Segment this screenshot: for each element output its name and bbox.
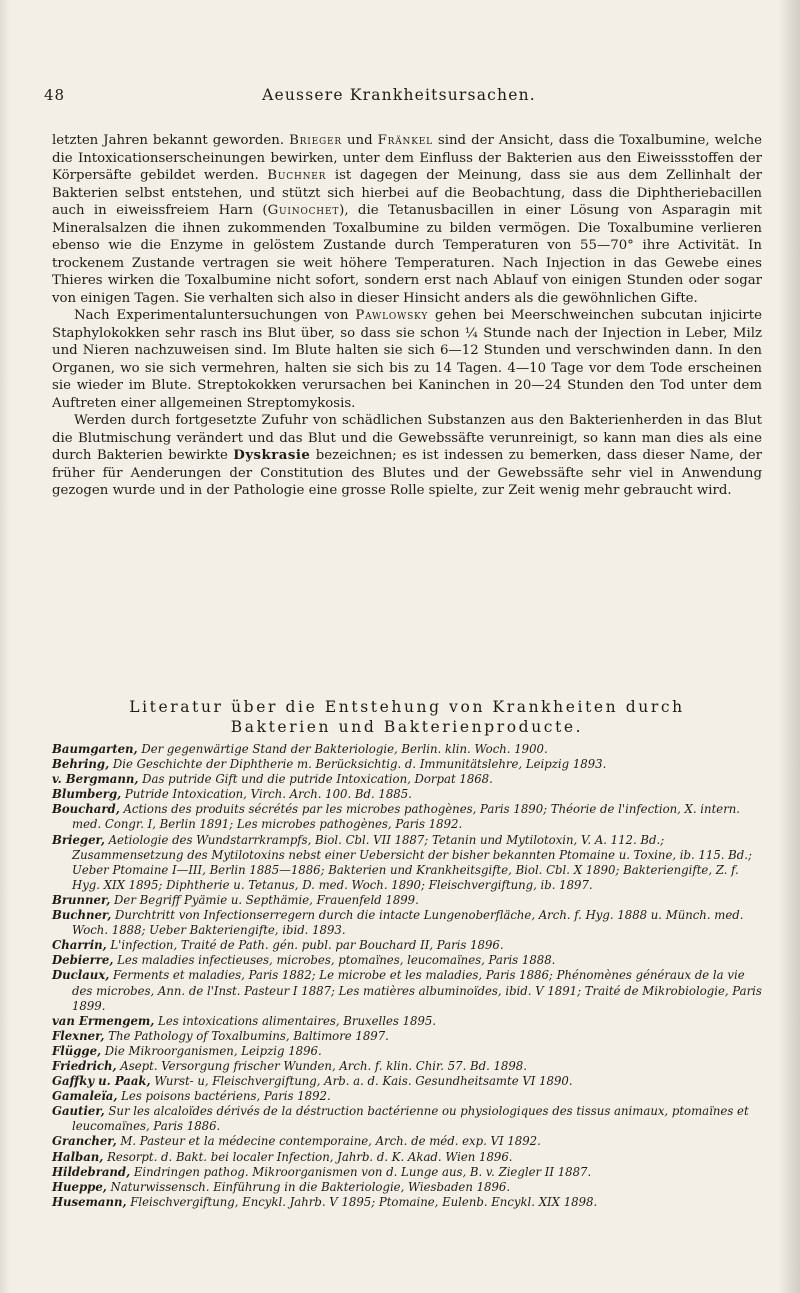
reference-author: Duclaux, xyxy=(52,968,110,983)
literature-heading xyxy=(52,697,762,737)
page-gutter-shade xyxy=(0,0,10,1293)
reference-author: Blumberg, xyxy=(52,787,122,802)
reference-author: Gamaleïa, xyxy=(52,1089,118,1104)
reference-author: v. Bergmann, xyxy=(52,772,139,787)
running-head: Aeussere Krankheitsursachen. xyxy=(262,86,536,104)
paragraph xyxy=(52,132,762,307)
reference-text: Aetiologie des Wundstarrkrampfs, Biol. Cbl. VII 1887; Tetanin und Mytilotoxin, V. A. 112. Bd.; Zusammensetzung des Mytilotoxins nebst einer Uebersicht der bisher bekannten Ptomaine u. Toxine, ib. 115. Bd.; Ueber Ptomaine I—III, Berlin 1885—1886; Bakterien und Krankheitsgifte, Biol. Cbl. X 1890; Bakteriengifte, Z. f. Hyg. XIX 1895; Diphtherie u. Tetanus, D. med. Woch. 1890; Fleischvergiftung, ib. 1897. xyxy=(72,832,752,892)
reference-text: Resorpt. d. Bakt. bei localer Infection, Jahrb. d. K. Akad. Wien 1896. xyxy=(103,1149,513,1164)
page-number: 48 xyxy=(44,86,66,104)
reference-entry xyxy=(52,1089,764,1104)
reference-author: van Ermengem, xyxy=(52,1013,155,1028)
literature-heading-line: Bakterien und Bakterienproducte. xyxy=(230,718,584,736)
reference-author: Bouchard, xyxy=(52,802,120,817)
reference-author: Friedrich, xyxy=(52,1058,117,1073)
text-run: ), die Tetanusbacillen in einer Lösung von Asparagin mit Mineralsalzen die ihnen zukommenden Toxalbumine zu bilden vermögen. Die Toxalbumine verlieren ebenso wie die Enzyme in gelöstem Zustande durch Temperaturen von 55—70° ihre Activität. In trockenem Zustande vertragen sie weit höhere Temperaturen. Nach Injection in das Gewebe eines Thieres wirken die Toxalbumine nicht sofort, sondern erst nach Ablauf von einigen Stunden oder sogar von einigen Tagen. Sie verhalten sich also in dieser Hinsicht anders als die gewöhnlichen Gifte. xyxy=(52,203,762,306)
text-run: Werden durch fortgesetzte Zufuhr von schädlichen Substanzen aus den Bakterienherden in das Blut die Blutmischung verändert und das Blut und die Gewebssäfte verunreinigt, so kann man dies als eine durch Bakterien bewirkte xyxy=(52,413,762,463)
text-run: und xyxy=(341,133,378,148)
reference-entry xyxy=(52,1104,764,1134)
reference-text: Naturwissensch. Einführung in die Bakteriologie, Wiesbaden 1896. xyxy=(106,1179,511,1194)
reference-entry xyxy=(52,1074,764,1089)
reference-author: Baumgarten, xyxy=(52,742,138,756)
author-name: Buchner xyxy=(267,168,327,183)
reference-entry xyxy=(52,1029,764,1044)
reference-text: The Pathology of Toxalbumins, Baltimore 1897. xyxy=(104,1028,389,1043)
reference-text: Eindringen pathog. Mikroorganismen von d. Lunge aus, B. v. Ziegler II 1887. xyxy=(130,1164,592,1179)
reference-entry xyxy=(52,1044,764,1059)
text-run: bezeichnen; es ist indessen zu bemerken, dass dieser Name, der früher für Aenderungen der Constitution des Blutes und der Gewebssäfte sehr viel in Anwendung gezogen wurde und in der Pathologie eine grosse Rolle spielte, zur Zeit wenig mehr gebraucht wird. xyxy=(52,448,762,498)
reference-entry xyxy=(52,953,764,968)
reference-entry xyxy=(52,938,764,953)
paragraph xyxy=(52,412,762,500)
reference-list xyxy=(52,742,764,1210)
reference-author: Hueppe, xyxy=(52,1179,107,1194)
reference-author: Gautier, xyxy=(52,1104,105,1119)
literature-heading-line: Literatur über die Entstehung von Krankheiten durch xyxy=(129,698,685,716)
reference-text: Fleischvergiftung, Encykl. Jahrb. V 1895; Ptomaine, Eulenb. Encykl. XIX 1898. xyxy=(126,1194,598,1209)
reference-author: Charrin, xyxy=(52,938,107,953)
reference-text: M. Pasteur et la médecine contemporaine, Arch. de méd. exp. VI 1892. xyxy=(116,1134,541,1149)
paragraph xyxy=(52,307,762,412)
reference-entry xyxy=(52,833,764,893)
reference-author: Flexner, xyxy=(52,1028,105,1043)
text-run: sind der Ansicht, dass die Toxalbumine, welche die Intoxicationserscheinungen bewirken, unter dem Einfluss der Bakterien aus den Eiweissstoffen der Körpersäfte gebildet werden. xyxy=(52,133,762,183)
reference-entry xyxy=(52,968,764,1013)
author-name: Brieger xyxy=(289,133,342,148)
reference-author: Flügge, xyxy=(52,1043,102,1058)
reference-entry xyxy=(52,802,764,832)
reference-entry xyxy=(52,1150,764,1165)
author-name: Guinochet xyxy=(267,203,340,218)
body-text xyxy=(52,132,762,500)
reference-author: Grancher, xyxy=(52,1134,117,1149)
reference-entry xyxy=(52,1180,764,1195)
reference-entry xyxy=(52,893,764,908)
reference-entry xyxy=(52,1195,764,1210)
reference-entry xyxy=(52,908,764,938)
reference-entry xyxy=(52,757,764,772)
reference-author: Husemann, xyxy=(52,1194,127,1209)
reference-author: Behring, xyxy=(52,757,110,772)
reference-text: Der gegenwärtige Stand der Bakteriologie, Berlin. klin. Woch. 1900. xyxy=(137,742,548,756)
author-name: Fränkel xyxy=(377,133,433,148)
reference-text: Les maladies infectieuses, microbes, ptomaïnes, leucomaïnes, Paris 1888. xyxy=(113,953,556,968)
text-run: ist dagegen der Meinung, dass sie aus dem Zellinhalt der Bakterien selbst entstehen, und stützt sich hierbei auf die Beobachtung, dass die Diphtheriebacillen auch in eiweissfreiem Harn ( xyxy=(52,168,762,218)
author-name: Pawlowsky xyxy=(355,308,429,323)
reference-author: Debierre, xyxy=(52,953,114,968)
reference-text: Der Begriff Pyämie u. Septhämie, Frauenfeld 1899. xyxy=(110,892,419,907)
reference-text: Les poisons bactériens, Paris 1892. xyxy=(117,1089,331,1104)
reference-text: L'infection, Traité de Path. gén. publ. par Bouchard II, Paris 1896. xyxy=(106,938,504,953)
reference-text: Die Mikroorganismen, Leipzig 1896. xyxy=(101,1043,322,1058)
page-edge-shade xyxy=(778,0,800,1293)
reference-text: Sur les alcaloïdes dérivés de la déstruction bactérienne ou physiologiques des tissus animaux, ptomaïnes et leucomaïnes, Paris 1886. xyxy=(72,1104,749,1134)
reference-text: Putride Intoxication, Virch. Arch. 100. Bd. 1885. xyxy=(121,787,412,802)
reference-text: Das putride Gift und die putride Intoxication, Dorpat 1868. xyxy=(138,772,493,787)
reference-author: Buchner, xyxy=(52,908,112,923)
reference-text: Durchtritt von Infectionserregern durch die intacte Lungenoberfläche, Arch. f. Hyg. 1888 u. Münch. med. Woch. 1888; Ueber Bakteriengifte, ibid. 1893. xyxy=(72,908,744,938)
text-run: letzten Jahren bekannt geworden. xyxy=(52,133,290,148)
reference-entry xyxy=(52,1059,764,1074)
reference-entry xyxy=(52,772,764,787)
text-run: gehen bei Meerschweinchen subcutan injicirte Staphylokokken sehr rasch ins Blut über, so dass sie schon ¼ Stunde nach der Injection in Leber, Milz und Nieren nachzuweisen sind. Im Blute halten sie sich 6—12 Stunden und verschwinden dann. In den Organen, wo sie sich vermehren, halten sie sich bis zu 14 Tagen. 4—10 Tage vor dem Tode erscheinen sie wieder im Blute. Streptokokken verursachen bei Kaninchen in 20—24 Stunden den Tod unter dem Auftreten einer allgemeinen Streptomykosis. xyxy=(52,308,762,411)
reference-author: Gaffky u. Paak, xyxy=(52,1074,151,1089)
reference-text: Ferments et maladies, Paris 1882; Le microbe et les maladies, Paris 1886; Phénomènes généraux de la vie des microbes, Ann. de l'Inst. Pasteur I 1887; Les matières albuminoïdes, ibid. V 1891; Traité de Mikrobiologie, Paris 1899. xyxy=(72,968,762,1013)
reference-author: Hildebrand, xyxy=(52,1164,131,1179)
reference-entry xyxy=(52,1014,764,1029)
text-run: Nach Experimentaluntersuchungen von xyxy=(74,308,356,323)
reference-entry xyxy=(52,787,764,802)
reference-text: Die Geschichte der Diphtherie m. Berücksichtig. d. Immunitätslehre, Leipzig 1893. xyxy=(109,757,607,772)
emphasized-term: Dyskrasie xyxy=(233,448,311,463)
reference-text: Les intoxications alimentaires, Bruxelles 1895. xyxy=(154,1013,437,1028)
page-header xyxy=(34,86,764,110)
reference-entry xyxy=(52,742,764,757)
reference-entry xyxy=(52,1165,764,1180)
reference-entry xyxy=(52,1134,764,1149)
reference-text: Actions des produits sécrétés par les microbes pathogènes, Paris 1890; Théorie de l'infection, X. intern. med. Congr. I, Berlin 1891; Les microbes pathogènes, Paris 1892. xyxy=(72,802,741,832)
reference-author: Halban, xyxy=(52,1149,104,1164)
reference-author: Brunner, xyxy=(52,892,111,907)
reference-author: Brieger, xyxy=(52,832,105,847)
reference-text: Asept. Versorgung frischer Wunden, Arch. f. klin. Chir. 57. Bd. 1898. xyxy=(116,1058,527,1073)
reference-text: Wurst- u, Fleischvergiftung, Arb. a. d. Kais. Gesundheitsamte VI 1890. xyxy=(150,1074,573,1089)
